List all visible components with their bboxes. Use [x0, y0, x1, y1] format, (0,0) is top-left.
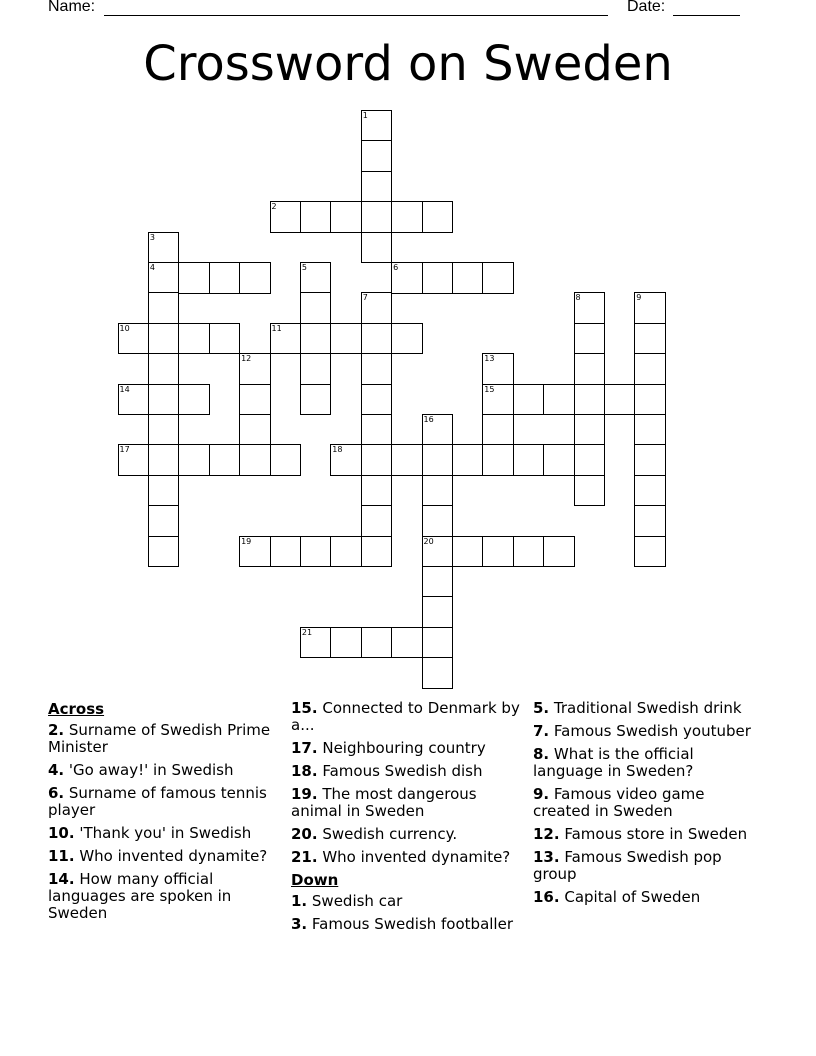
crossword-cell[interactable] — [361, 444, 393, 476]
crossword-cell[interactable] — [452, 262, 484, 294]
crossword-cell[interactable] — [239, 353, 271, 385]
clue-number: 20. — [291, 825, 318, 843]
crossword-cell[interactable] — [452, 536, 484, 568]
clues-column-2 — [291, 700, 523, 939]
clue-text: Connected to Denmark by a... — [291, 699, 520, 734]
crossword-cell[interactable] — [391, 444, 423, 476]
crossword-cell[interactable] — [300, 201, 332, 233]
clue-number: 15. — [291, 699, 318, 717]
crossword-cell[interactable] — [361, 353, 393, 385]
clue-number: 11 — [271, 323, 282, 333]
crossword-cell[interactable] — [391, 627, 423, 659]
crossword-cell[interactable] — [361, 110, 393, 142]
crossword-cell[interactable] — [574, 384, 606, 416]
clue-item — [48, 871, 280, 922]
clue-number: 4 — [149, 263, 155, 272]
crossword-cell[interactable] — [574, 292, 606, 324]
crossword-cell[interactable] — [330, 627, 362, 659]
crossword-cell[interactable] — [634, 444, 666, 476]
clue-item — [291, 700, 523, 734]
clue-number: 14 — [119, 384, 130, 394]
crossword-cell[interactable] — [574, 444, 606, 476]
crossword-cell[interactable] — [300, 292, 332, 324]
crossword-cell[interactable] — [330, 536, 362, 568]
crossword-cell[interactable] — [239, 384, 271, 416]
clue-text: Who invented dynamite? — [317, 848, 511, 866]
crossword-cell[interactable] — [422, 414, 454, 446]
crossword-cell[interactable] — [422, 505, 454, 537]
across-clue-list — [48, 722, 280, 922]
crossword-cell[interactable] — [178, 444, 210, 476]
crossword-cell[interactable] — [270, 444, 302, 476]
clue-item — [533, 746, 765, 780]
clue-number: 15 — [484, 384, 495, 394]
clue-number: 12 — [241, 354, 252, 364]
clue-item — [533, 786, 765, 820]
clue-number: 21 — [301, 627, 313, 637]
clue-text: Surname of famous tennis player — [48, 784, 267, 819]
clue-item — [533, 700, 765, 717]
crossword-cell[interactable] — [391, 201, 423, 233]
clue-number: 13 — [484, 354, 495, 364]
crossword-cell[interactable] — [574, 323, 606, 355]
crossword-cell[interactable] — [148, 353, 180, 385]
page-title: Crossword on Sweden — [143, 36, 673, 92]
clue-item — [48, 848, 280, 865]
clue-item — [48, 762, 280, 779]
clue-text: Traditional Swedish drink — [549, 699, 742, 717]
clue-number: 9. — [533, 785, 550, 803]
clue-number: 13. — [533, 848, 560, 866]
crossword-cell[interactable] — [543, 444, 575, 476]
clue-text: Neighbouring country — [317, 739, 486, 757]
crossword-cell[interactable] — [574, 353, 606, 385]
crossword-cell[interactable] — [300, 262, 332, 294]
crossword-cell[interactable] — [361, 140, 393, 172]
clue-item — [48, 722, 280, 756]
clue-text: Swedish currency. — [317, 825, 458, 843]
clue-item — [48, 825, 280, 842]
crossword-cell[interactable] — [330, 444, 362, 476]
crossword-cell[interactable] — [148, 232, 180, 264]
crossword-cell[interactable] — [270, 536, 302, 568]
clue-number: 2. — [48, 721, 65, 739]
crossword-cell[interactable] — [422, 627, 454, 659]
clue-item — [291, 849, 523, 866]
crossword-cell[interactable] — [209, 444, 241, 476]
crossword-cell[interactable] — [118, 384, 150, 416]
clue-number: 19 — [241, 536, 252, 546]
crossword-cell[interactable] — [482, 444, 514, 476]
clue-number: 16 — [423, 415, 434, 424]
clue-number: 1. — [291, 892, 308, 910]
clue-number: 10. — [48, 824, 75, 842]
crossword-cell[interactable] — [300, 323, 332, 355]
crossword-cell[interactable] — [239, 444, 271, 476]
crossword-cell[interactable] — [482, 384, 514, 416]
crossword-cell[interactable] — [178, 323, 210, 355]
crossword-cell[interactable] — [513, 444, 545, 476]
crossword-cell[interactable] — [422, 444, 454, 476]
crossword-cell[interactable] — [422, 262, 454, 294]
clue-number: 18. — [291, 762, 318, 780]
clue-text: Who invented dynamite? — [74, 847, 268, 865]
crossword-cell[interactable] — [422, 566, 454, 598]
clue-item — [291, 916, 523, 933]
clue-number: 14. — [48, 870, 75, 888]
clues-column-1 — [48, 700, 280, 928]
clue-text: The most dangerous animal in Sweden — [291, 785, 477, 820]
crossword-cell[interactable] — [422, 596, 454, 628]
crossword-cell[interactable] — [361, 323, 393, 355]
clue-number: 10 — [119, 323, 130, 333]
crossword-cell[interactable] — [361, 384, 393, 416]
clue-number: 12. — [533, 825, 560, 843]
crossword-cell[interactable] — [330, 201, 362, 233]
clue-number: 1 — [362, 111, 368, 120]
across-clue-list — [291, 700, 523, 866]
clue-item — [533, 826, 765, 843]
crossword-cell[interactable] — [361, 627, 393, 659]
crossword-cell[interactable] — [513, 536, 545, 568]
clue-number: 17 — [119, 445, 130, 455]
clue-text: 'Thank you' in Swedish — [74, 824, 252, 842]
clue-text: Famous video game created in Sweden — [533, 785, 705, 820]
crossword-cell[interactable] — [209, 323, 241, 355]
clue-text: What is the official language in Sweden? — [533, 745, 694, 780]
crossword-cell[interactable] — [482, 353, 514, 385]
clue-number: 16. — [533, 888, 560, 906]
clue-text: Famous Swedish dish — [317, 762, 483, 780]
crossword-cell[interactable] — [634, 353, 666, 385]
crossword-cell[interactable] — [634, 475, 666, 507]
crossword-cell[interactable] — [330, 323, 362, 355]
crossword-cell[interactable] — [178, 384, 210, 416]
crossword-cell[interactable] — [543, 384, 575, 416]
crossword-cell[interactable] — [300, 384, 332, 416]
crossword-cell[interactable] — [148, 505, 180, 537]
crossword-cell[interactable] — [482, 414, 514, 446]
crossword-cell[interactable] — [361, 536, 393, 568]
clue-item — [48, 785, 280, 819]
clue-number: 19. — [291, 785, 318, 803]
crossword-cell[interactable] — [361, 292, 393, 324]
crossword-cell[interactable] — [361, 505, 393, 537]
clue-text: 'Go away!' in Swedish — [64, 761, 234, 779]
clue-item — [533, 889, 765, 906]
down-clue-list — [533, 700, 765, 906]
crossword-cell[interactable] — [239, 536, 271, 568]
crossword-cell[interactable] — [209, 262, 241, 294]
clue-text: Famous Swedish pop group — [533, 848, 722, 883]
crossword-cell[interactable] — [148, 475, 180, 507]
clue-text: Famous store in Sweden — [559, 825, 748, 843]
crossword-cell[interactable] — [634, 384, 666, 416]
crossword-cell[interactable] — [543, 536, 575, 568]
clue-number: 11. — [48, 847, 75, 865]
crossword-cell[interactable] — [634, 323, 666, 355]
crossword-cell[interactable] — [574, 414, 606, 446]
clue-number: 8. — [533, 745, 550, 763]
clue-item — [291, 826, 523, 843]
crossword-cell[interactable] — [148, 292, 180, 324]
crossword-cell[interactable] — [391, 262, 423, 294]
clue-item — [291, 786, 523, 820]
clue-text: How many official languages are spoken in Sweden — [48, 870, 232, 922]
crossword-cell[interactable] — [574, 475, 606, 507]
clue-number: 5. — [533, 699, 550, 717]
crossword-cell[interactable] — [300, 536, 332, 568]
clue-item — [291, 763, 523, 780]
crossword-cell[interactable] — [422, 657, 454, 689]
crossword-cell[interactable] — [148, 536, 180, 568]
crossword-cell[interactable] — [118, 323, 150, 355]
clue-number: 3 — [149, 232, 155, 242]
crossword-cell[interactable] — [361, 232, 393, 264]
crossword-cell[interactable] — [452, 444, 484, 476]
crossword-cell[interactable] — [634, 292, 666, 324]
crossword-cell[interactable] — [148, 444, 180, 476]
crossword-cell[interactable] — [391, 323, 423, 355]
clue-number: 20 — [423, 536, 434, 546]
crossword-cell[interactable] — [513, 384, 545, 416]
crossword-cell[interactable] — [482, 262, 514, 294]
clue-text: Surname of Swedish Prime Minister — [48, 721, 271, 756]
clue-number: 7 — [362, 293, 368, 303]
crossword-cell[interactable] — [148, 384, 180, 416]
down-clue-list — [291, 893, 523, 933]
crossword-cell[interactable] — [604, 384, 636, 416]
crossword-cell[interactable] — [361, 414, 393, 446]
clue-number: 6 — [393, 263, 399, 272]
crossword-cell[interactable] — [239, 414, 271, 446]
clue-item — [291, 893, 523, 910]
clue-text: Capital of Sweden — [559, 888, 701, 906]
date-label: Date: — [627, 0, 666, 15]
crossword-cell[interactable] — [634, 536, 666, 568]
clue-item — [533, 723, 765, 740]
crossword-cell[interactable] — [148, 262, 180, 294]
crossword-cell[interactable] — [634, 505, 666, 537]
down-heading: Down — [291, 871, 339, 889]
clue-number: 18 — [332, 445, 343, 455]
crossword-cell[interactable] — [361, 201, 393, 233]
crossword-cell[interactable] — [361, 171, 393, 203]
clue-number: 4. — [48, 761, 65, 779]
clue-text: Swedish car — [307, 892, 403, 910]
clue-number: 21. — [291, 848, 318, 866]
clue-number: 6. — [48, 784, 65, 802]
crossword-cell[interactable] — [148, 323, 180, 355]
crossword-cell[interactable] — [270, 323, 302, 355]
crossword-cell[interactable] — [300, 353, 332, 385]
crossword-cell[interactable] — [482, 536, 514, 568]
crossword-cell[interactable] — [118, 444, 150, 476]
crossword-cell[interactable] — [422, 475, 454, 507]
crossword-cell[interactable] — [148, 414, 180, 446]
crossword-cell[interactable] — [239, 262, 271, 294]
clue-number: 8 — [575, 293, 581, 303]
clue-number: 17. — [291, 739, 318, 757]
across-heading: Across — [48, 700, 105, 718]
clue-number: 3. — [291, 915, 308, 933]
clue-item — [291, 740, 523, 757]
crossword-cell[interactable] — [270, 201, 302, 233]
clues-column-3 — [533, 700, 765, 912]
clue-text: Famous Swedish footballer — [307, 915, 513, 933]
clue-number: 2 — [271, 202, 277, 212]
clue-item — [533, 849, 765, 883]
clue-text: Famous Swedish youtuber — [549, 722, 751, 740]
clue-number: 5 — [301, 263, 307, 272]
crossword-cell[interactable] — [634, 414, 666, 446]
name-label: Name: — [48, 0, 96, 15]
crossword-cell[interactable] — [422, 201, 454, 233]
crossword-cell[interactable] — [422, 536, 454, 568]
crossword-cell[interactable] — [178, 262, 210, 294]
crossword-cell[interactable] — [361, 475, 393, 507]
clue-number: 7. — [533, 722, 550, 740]
crossword-cell[interactable] — [300, 627, 332, 659]
clue-number: 9 — [636, 293, 642, 303]
